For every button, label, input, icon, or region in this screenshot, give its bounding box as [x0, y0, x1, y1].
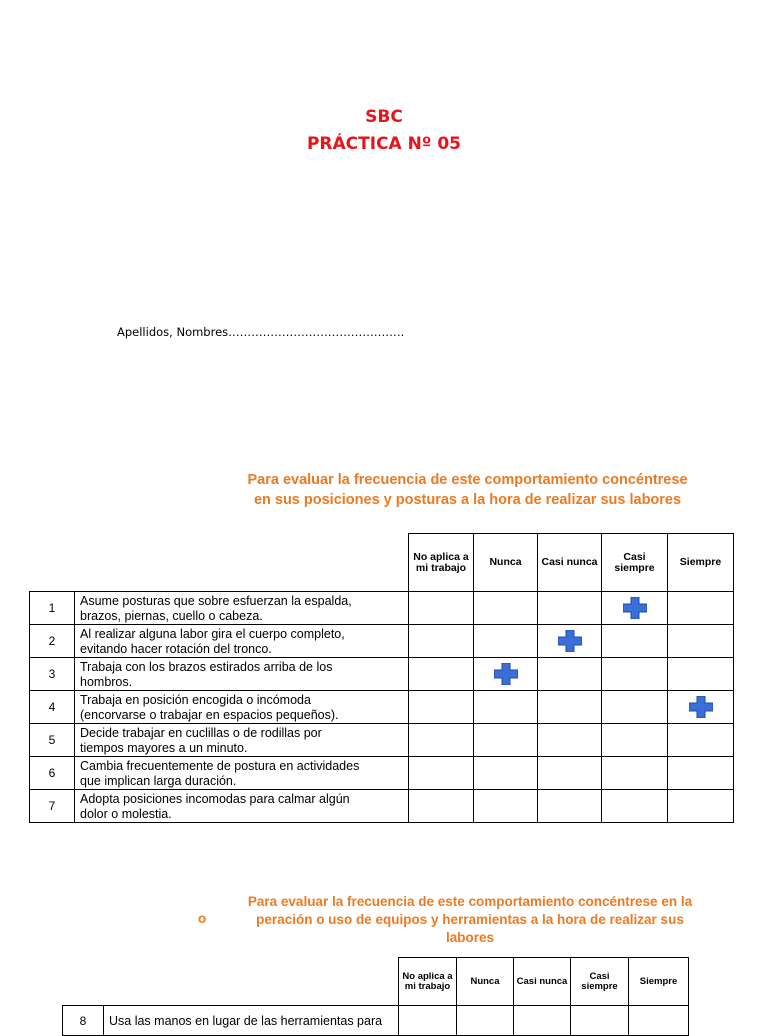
answer-cell[interactable] — [668, 625, 734, 658]
row-description-line1: Usa las manos en lugar de las herramientas para — [109, 1013, 383, 1028]
answer-cell[interactable] — [409, 691, 474, 724]
table-row — [30, 757, 734, 790]
table-row — [30, 790, 734, 823]
answer-cell[interactable] — [409, 592, 474, 625]
answer-cell[interactable] — [668, 757, 734, 790]
row-description-line2: que implican larga duración. — [80, 773, 237, 788]
answer-cell[interactable] — [602, 790, 668, 823]
answer-cell[interactable] — [474, 724, 538, 757]
section2-heading-line1: Para evaluar la frecuencia de este comportamiento concéntrese en la — [247, 894, 693, 909]
row-number: 6 — [30, 757, 75, 790]
answer-cell[interactable] — [409, 790, 474, 823]
row-description — [75, 592, 409, 625]
row-number: 2 — [30, 625, 75, 658]
row-description-line2: brazos, piernas, cuello o cabeza. — [80, 608, 263, 623]
header-spacer — [30, 534, 409, 592]
answer-cell[interactable] — [474, 691, 538, 724]
answer-cell[interactable] — [409, 757, 474, 790]
answer-cell[interactable] — [538, 625, 602, 658]
column-casi-nunca: Casi nunca — [538, 534, 602, 592]
table-row — [30, 592, 734, 625]
answer-cell[interactable] — [538, 724, 602, 757]
row-description-line1: Trabaja con los brazos estirados arriba de los — [80, 659, 333, 674]
row-description-line1: Trabaja en posición encogida o incómoda — [80, 692, 311, 707]
table-row — [30, 658, 734, 691]
answer-cell[interactable] — [409, 658, 474, 691]
section1-heading — [190, 470, 745, 510]
student-name-line: Apellidos, Nombres………………………………………. — [117, 325, 405, 339]
row-description-line2: (encorvarse o trabajar en espacios pequeños). — [80, 707, 339, 722]
column-siempre: Siempre — [668, 534, 734, 592]
answer-cell[interactable] — [409, 625, 474, 658]
row-number: 3 — [30, 658, 75, 691]
row-number: 4 — [30, 691, 75, 724]
column-no-aplica: No aplica a mi trabajo — [409, 534, 474, 592]
answer-cell[interactable] — [668, 691, 734, 724]
column-no-aplica: No aplica a mi trabajo — [399, 958, 457, 1006]
row-number: 8 — [63, 1006, 104, 1036]
answer-cell[interactable] — [668, 658, 734, 691]
row-description-line2: hombros. — [80, 674, 133, 689]
answer-cell[interactable] — [668, 724, 734, 757]
answer-cell[interactable] — [538, 691, 602, 724]
answer-cell[interactable] — [474, 790, 538, 823]
row-description-line1: Adopta posiciones incomodas para calmar algún — [80, 791, 350, 806]
row-number: 5 — [30, 724, 75, 757]
answer-cell[interactable] — [474, 658, 538, 691]
row-description-line1: Cambia frecuentemente de postura en actividades — [80, 758, 360, 773]
row-description — [75, 757, 409, 790]
section1-heading-line2: en sus posiciones y posturas a la hora de realizar sus labores — [253, 492, 682, 508]
section2-heading-line2: peración o uso de equipos y herramientas a la hora de realizar sus — [256, 912, 684, 927]
row-number: 1 — [30, 592, 75, 625]
row-description — [75, 691, 409, 724]
table-row — [30, 625, 734, 658]
section2-heading — [210, 893, 730, 947]
answer-cell[interactable] — [538, 592, 602, 625]
answer-cell[interactable] — [602, 724, 668, 757]
row-description-line2: dolor o molestia. — [80, 806, 172, 821]
column-casi-siempre: Casi siempre — [602, 534, 668, 592]
answer-cell[interactable] — [457, 1006, 514, 1036]
row-description — [75, 625, 409, 658]
section2-heading-line3: labores — [445, 930, 495, 945]
column-nunca: Nunca — [457, 958, 514, 1006]
answer-cell[interactable] — [399, 1006, 457, 1036]
equipment-frequency-table — [62, 957, 689, 1036]
table-row — [30, 724, 734, 757]
answer-cell[interactable] — [409, 724, 474, 757]
answer-cell[interactable] — [514, 1006, 571, 1036]
answer-cell[interactable] — [571, 1006, 629, 1036]
row-description-line1: Decide trabajar en cuclillas o de rodillas por — [80, 725, 322, 740]
answer-cell[interactable] — [538, 757, 602, 790]
answer-cell[interactable] — [602, 757, 668, 790]
row-description — [75, 790, 409, 823]
answer-cell[interactable] — [474, 757, 538, 790]
row-description — [104, 1006, 399, 1036]
row-number: 7 — [30, 790, 75, 823]
answer-cell[interactable] — [602, 691, 668, 724]
answer-cell[interactable] — [538, 658, 602, 691]
column-casi-nunca: Casi nunca — [514, 958, 571, 1006]
answer-cell[interactable] — [602, 658, 668, 691]
column-nunca: Nunca — [474, 534, 538, 592]
answer-cell[interactable] — [602, 592, 668, 625]
header-spacer — [63, 958, 399, 1006]
row-description — [75, 658, 409, 691]
answer-cell[interactable] — [668, 790, 734, 823]
title-line-1: SBC — [365, 107, 403, 127]
answer-cell[interactable] — [668, 592, 734, 625]
row-description-line1: Asume posturas que sobre esfuerzan la espalda, — [80, 593, 352, 608]
column-casi-siempre: Casi siempre — [571, 958, 629, 1006]
section2-bullet: o — [198, 911, 207, 926]
answer-cell[interactable] — [474, 592, 538, 625]
section1-heading-line1: Para evaluar la frecuencia de este comportamiento concéntrese — [247, 472, 688, 488]
title-line-2: PRÁCTICA Nº 05 — [306, 134, 462, 154]
posture-frequency-table — [29, 533, 734, 823]
row-description — [75, 724, 409, 757]
answer-cell[interactable] — [629, 1006, 689, 1036]
table-row — [30, 691, 734, 724]
answer-cell[interactable] — [538, 790, 602, 823]
answer-cell[interactable] — [602, 625, 668, 658]
row-description-line2: tiempos mayores a un minuto. — [80, 740, 248, 755]
row-description-line1: Al realizar alguna labor gira el cuerpo completo, — [80, 626, 345, 641]
row-description-line2: evitando hacer rotación del tronco. — [80, 641, 272, 656]
table-row — [63, 1006, 689, 1036]
column-siempre: Siempre — [629, 958, 689, 1006]
answer-cell[interactable] — [474, 625, 538, 658]
